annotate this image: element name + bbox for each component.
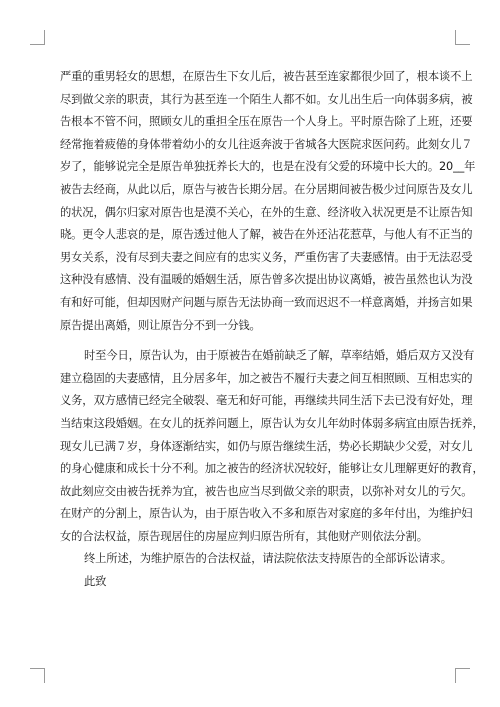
- text-line: 时至今日，原告认为，由于原被告在婚前缺乏了解，草率结婚，婚后双方又没有: [84, 349, 475, 363]
- text-line: 岁了，能够说完全是原告单独抚养长大的，也是在没有父爱的环境中长大的。20__年: [60, 160, 476, 174]
- crop-mark-bottom-left: [30, 668, 45, 683]
- text-line: 的身心健康和成长十分不利。加之被告的经济状况较好，能够让女儿理解更好的教育，: [60, 462, 484, 476]
- text-line: 终上所述，为维护原告的合法权益，请法院依法支持原告的全部诉讼请求。: [84, 552, 452, 566]
- text-line: 男女关系，没有尽到夫妻之间应有的忠实义务，严重伤害了夫妻感情。由于无法忍受: [60, 250, 473, 264]
- text-line: 严重的重男轻女的思想，在原告生下女儿后，被告甚至连家都很少回了，根本谈不上: [60, 70, 473, 83]
- paragraph-3: [60, 548, 452, 571]
- text-line: 有和好可能，但却因财产问题与原告无法协商一致而迟迟不一样意离婚，并扬言如果: [60, 295, 473, 309]
- text-line: 建立稳固的夫妻感情，且分居多年，加之被告不履行夫妻之间互相照顾、互相忠实的: [60, 371, 473, 385]
- text-line: 故此刻应交由被告抚养为宜，被告也应当尽到做父亲的职责，以弥补对女儿的亏欠。: [60, 484, 473, 498]
- text-line: 的状况，偶尔归家对原告也是漠不关心，在外的生意、经济收入状况更是不让原告知: [60, 205, 473, 219]
- text-line: 原告提出离婚，则让原告分不到一分钱。: [60, 318, 261, 332]
- text-line: 尽到做父亲的职责，其行为甚至连一个陌生人都不如。女儿出生后一向体弱多病，被: [60, 92, 473, 106]
- text-line: 被告去经商，从此以后，原告与被告长期分居。在分居期间被告极少过问原告及女儿: [60, 182, 473, 196]
- closing-text: 此致: [84, 575, 107, 589]
- document-body: [60, 66, 484, 594]
- text-line: 当结束这段婚姻。在女儿的抚养问题上，原告认为女儿年幼时体弱多病宜由原告抚养，: [60, 416, 484, 430]
- text-line: 现女儿已满７岁，身体逐渐结实，如仍与原告继续生活，势必长期缺少父爱，对女儿: [60, 439, 473, 453]
- paragraph-1: [60, 66, 476, 337]
- text-line: 在财产的分割上，原告认为，由于原告收入不多和原告对家庭的多年付出，为维护妇: [60, 507, 473, 521]
- text-line: 晓。更令人悲哀的是，原告透过他人了解，被告在外还沾花惹草，与他人有不正当的: [60, 228, 473, 242]
- text-line: 义务，双方感情已经完全破裂、毫无和好可能，再继续共同生活下去已没有好处，理: [60, 394, 473, 408]
- text-line: 经常拖着疲倦的身体带着幼小的女儿往返奔波于省城各大医院求医问药。此刻女儿７: [60, 137, 473, 151]
- text-line: 告根本不管不问，照顾女儿的重担全压在原告一个人身上。平时原告除了上班，还要: [60, 115, 473, 129]
- crop-mark-top-right: [455, 30, 470, 45]
- text-line: 这种没有感情、没有温暖的婚姻生活，原告曾多次提出协议离婚，被告虽然也认为没: [60, 273, 473, 287]
- paragraph-2: [60, 345, 484, 548]
- text-line: 女的合法权益，原告现居住的房屋应判归原告所有，其他财产则依法分割。: [60, 529, 428, 543]
- closing: [60, 571, 440, 594]
- crop-mark-bottom-right: [455, 668, 470, 683]
- crop-mark-top-left: [30, 30, 45, 45]
